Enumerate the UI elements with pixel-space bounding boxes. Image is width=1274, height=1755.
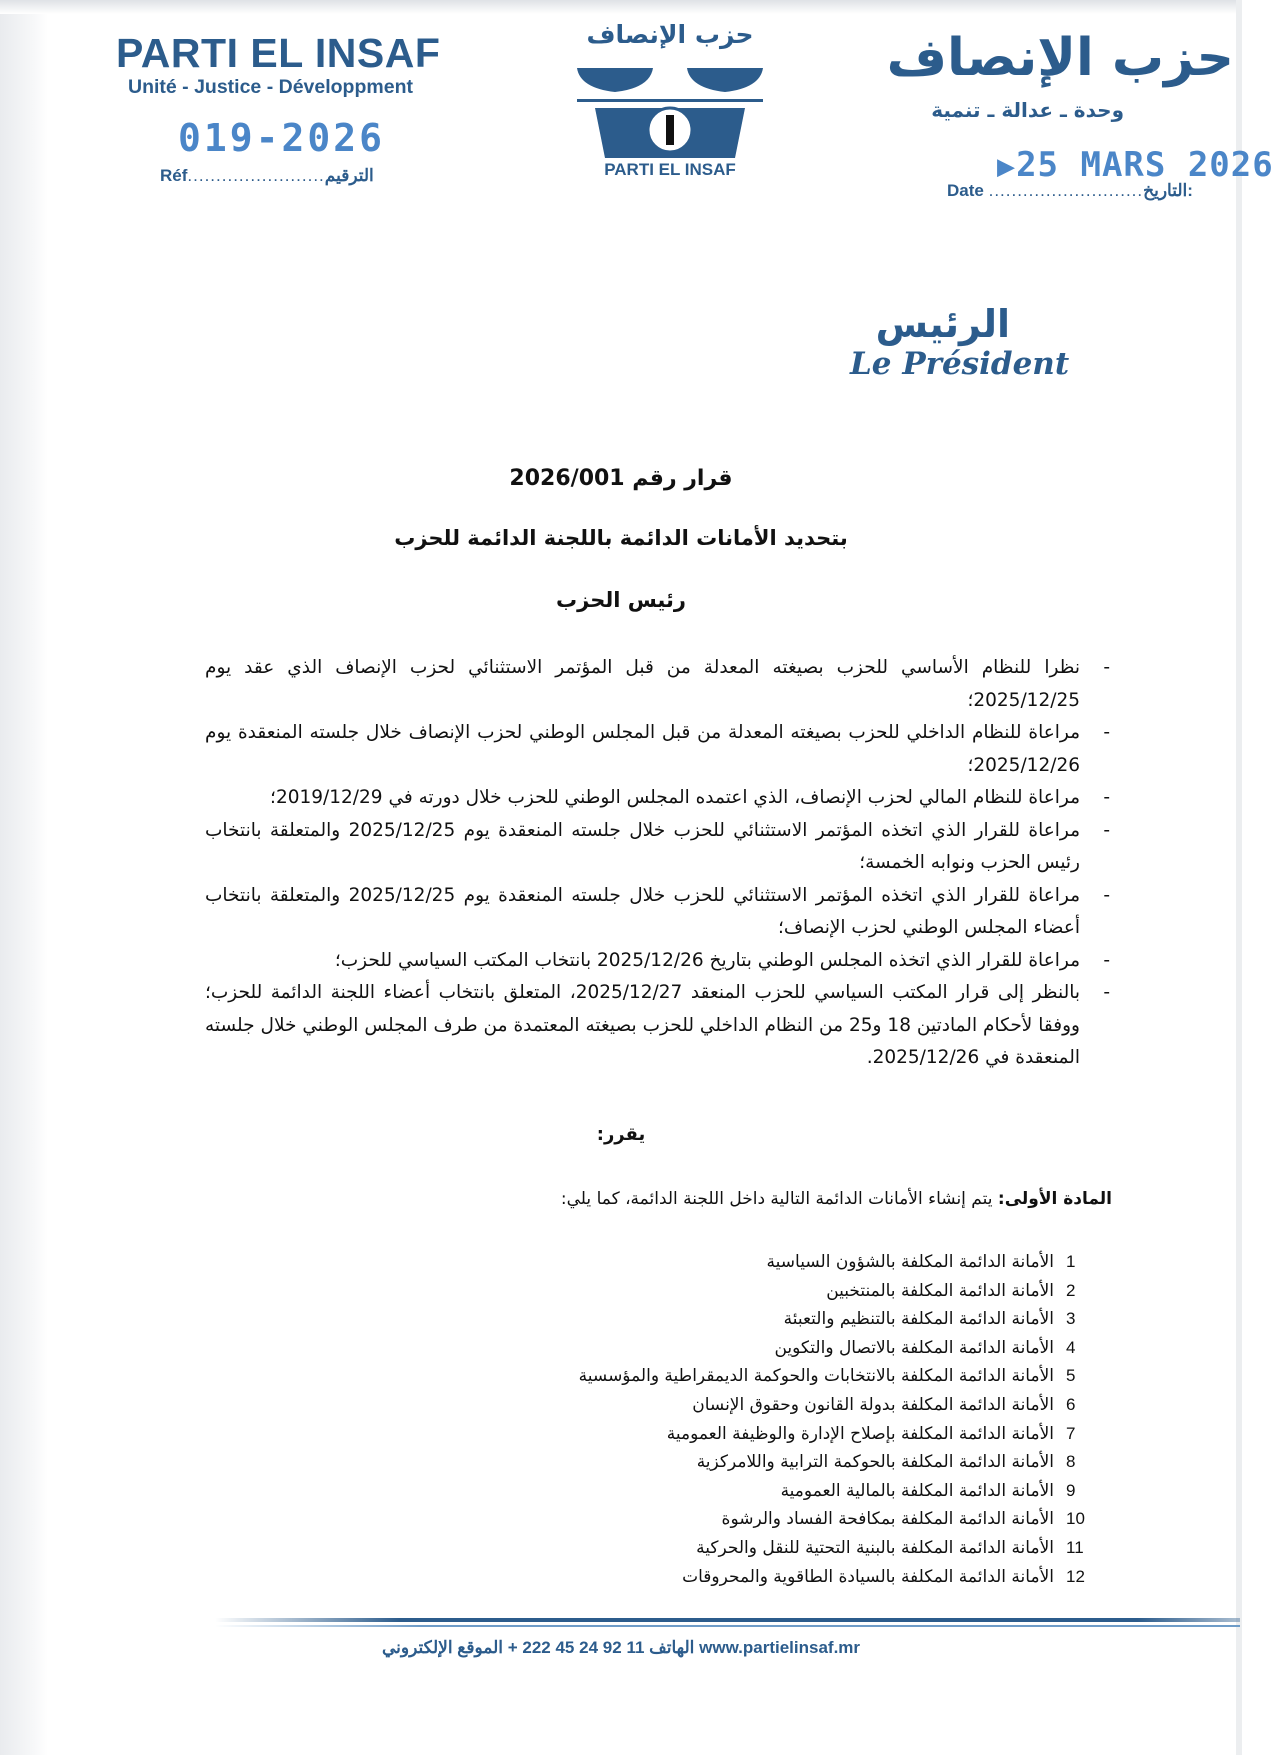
scan-edge-top (0, 0, 1242, 14)
scale-logo-icon (575, 20, 765, 180)
item-number: 1 (1066, 1252, 1076, 1271)
reference-stamp: 019-2026 (178, 116, 386, 160)
reference-line (160, 166, 374, 186)
ref-dots: ........................ (187, 166, 325, 185)
party-name-ar: حزب الإنصاف (886, 28, 1234, 88)
item-number: 4 (1066, 1337, 1076, 1357)
item-text: الأمانة الدائمة المكلفة بالانتخابات والحوكمة الديمقراطية والمؤسسية (578, 1366, 1054, 1387)
item-text: الأمانة الدائمة المكلفة بالسيادة الطاقوية والمحروقات (682, 1566, 1054, 1587)
item-text: الأمانة الدائمة المكلفة بالبنية التحتية للنقل والحركية (696, 1537, 1054, 1558)
president-title-fr: Le Président (850, 346, 1070, 382)
ref-label-ar: الترقيم (324, 166, 374, 185)
decision-subject: بتحديد الأمانات الدائمة باللجنة الدائمة للحزب (394, 526, 848, 550)
item-text: الأمانة الدائمة المكلفة بالاتصال والتكوين (774, 1337, 1054, 1358)
consideration-item: - مراعاة للقرار الذي اتخذه المؤتمر الاستثنائي للحزب خلال جلسته المنعقدة يوم 2025/12/25 والمتعلقة بانتخاب أعضاء المجلس الوطني لحزب الإنصاف؛ (205, 880, 1110, 945)
list-item (406, 1563, 1106, 1592)
item-number: 5 (1066, 1366, 1076, 1386)
date-label-ar: التاريخ: (1143, 181, 1193, 200)
party-name-fr: PARTI EL INSAF (116, 30, 441, 76)
date-stamp (997, 145, 1274, 185)
party-logo (575, 20, 765, 180)
item-text: الأمانة الدائمة المكلفة بدولة القانون وحقوق الإنسان (692, 1394, 1054, 1415)
date-line (947, 181, 1193, 201)
list-item (406, 1391, 1106, 1420)
item-text: الأمانة الدائمة المكلفة بالتنظيم والتعبئة (783, 1309, 1054, 1330)
article-one (561, 1189, 1112, 1209)
ref-label-fr: Réf (160, 166, 188, 185)
scan-edge-left (0, 0, 48, 1755)
considerations-list (205, 652, 1110, 1075)
item-number: 6 (1066, 1394, 1076, 1414)
list-item (406, 1505, 1106, 1534)
list-item (406, 1334, 1106, 1363)
item-text: الأمانة الدائمة المكلفة بالحوكمة الترابية واللامركزية (696, 1452, 1054, 1473)
slogan-fr: Unité - Justice - Développment (128, 76, 413, 98)
consideration-item: - مراعاة للنظام المالي لحزب الإنصاف، الذي اعتمده المجلس الوطني للحزب خلال دورته في 2019/12/29؛ (205, 782, 1110, 815)
list-item (406, 1448, 1106, 1477)
consideration-item: - مراعاة للقرار الذي اتخذه المجلس الوطني بتاريخ 2025/12/26 بانتخاب المكتب السياسي للحزب؛ (205, 945, 1110, 978)
consideration-item: - بالنظر إلى قرار المكتب السياسي للحزب المنعقد 2025/12/27، المتعلق بانتخاب أعضاء اللجنة الدائمة للحزب؛ ووفقا لأحكام المادتين 18 و25 من النظام الداخلي للحزب بصيغته المعتمدة من طرف المجلس الوطني خلال جلسته المنعقدة في 2025/12/26. (205, 977, 1110, 1075)
footer-contact: الهاتف 11 92 24 45 222 + الموقع الإلكتروني www.partielinsaf.mr (381, 1638, 861, 1657)
date-label-fr: Date (947, 181, 984, 200)
article-label: المادة الأولى: (997, 1189, 1112, 1209)
item-number: 3 (1066, 1309, 1076, 1329)
item-text: الأمانة الدائمة المكلفة بالشؤون السياسية (766, 1252, 1054, 1272)
consideration-item: - مراعاة للنظام الداخلي للحزب بصيغته المعدلة من قبل المجلس الوطني لحزب الإنصاف خلال جلسته المنعقدة يوم 2025/12/26؛ (205, 717, 1110, 782)
list-item (406, 1420, 1106, 1449)
list-item (406, 1277, 1106, 1306)
date-stamp-mark: ▶ (997, 149, 1017, 184)
footer-divider-thin (215, 1625, 1240, 1627)
list-item (406, 1534, 1106, 1563)
consideration-item: - مراعاة للقرار الذي اتخذه المؤتمر الاستثنائي للحزب خلال جلسته المنعقدة يوم 2025/12/25 والمتعلقة بانتخاب رئيس الحزب ونوابه الخمسة؛ (205, 815, 1110, 880)
list-item (406, 1248, 1106, 1277)
president-title-ar: الرئيس (875, 302, 1010, 346)
date-dots: ........................... (988, 181, 1144, 200)
item-text: الأمانة الدائمة المكلفة بالمنتخبين (826, 1280, 1054, 1301)
footer-divider (215, 1618, 1240, 1622)
decision-number: قرار رقم 2026/001 (509, 466, 733, 491)
date-stamp-value: 25 MARS 2026 (1016, 145, 1274, 185)
logo-name-fr: PARTI EL INSAF (604, 160, 736, 179)
item-number: 7 (1066, 1423, 1076, 1443)
list-item (406, 1362, 1106, 1391)
scan-edge-right (1236, 0, 1242, 1755)
article-text: يتم إنشاء الأمانات الدائمة التالية داخل اللجنة الدائمة، كما يلي: (560, 1189, 998, 1209)
item-number: 11 (1066, 1537, 1084, 1557)
item-number: 8 (1066, 1452, 1076, 1472)
logo-name-ar: حزب الإنصاف (586, 20, 754, 49)
decision-issuer: رئيس الحزب (556, 588, 686, 612)
item-number: 10 (1066, 1509, 1085, 1529)
item-number: 2 (1066, 1280, 1076, 1300)
secretariats-list (406, 1248, 1106, 1591)
item-text: الأمانة الدائمة المكلفة بمكافحة الفساد والرشوة (721, 1509, 1054, 1530)
item-text: الأمانة الدائمة المكلفة بالمالية العمومية (780, 1480, 1054, 1501)
decides-heading: يقرر: (596, 1124, 646, 1145)
slogan-ar: وحدة ـ عدالة ـ تنمية (931, 98, 1124, 122)
item-number: 12 (1066, 1566, 1085, 1586)
consideration-item: - نظرا للنظام الأساسي للحزب بصيغته المعدلة من قبل المؤتمر الاستثنائي لحزب الإنصاف الذي عقد يوم 2025/12/25؛ (205, 652, 1110, 717)
list-item (406, 1477, 1106, 1506)
item-text: الأمانة الدائمة المكلفة بإصلاح الإدارة والوظيفة العمومية (666, 1423, 1054, 1444)
item-number: 9 (1066, 1480, 1076, 1500)
list-item (406, 1305, 1106, 1334)
